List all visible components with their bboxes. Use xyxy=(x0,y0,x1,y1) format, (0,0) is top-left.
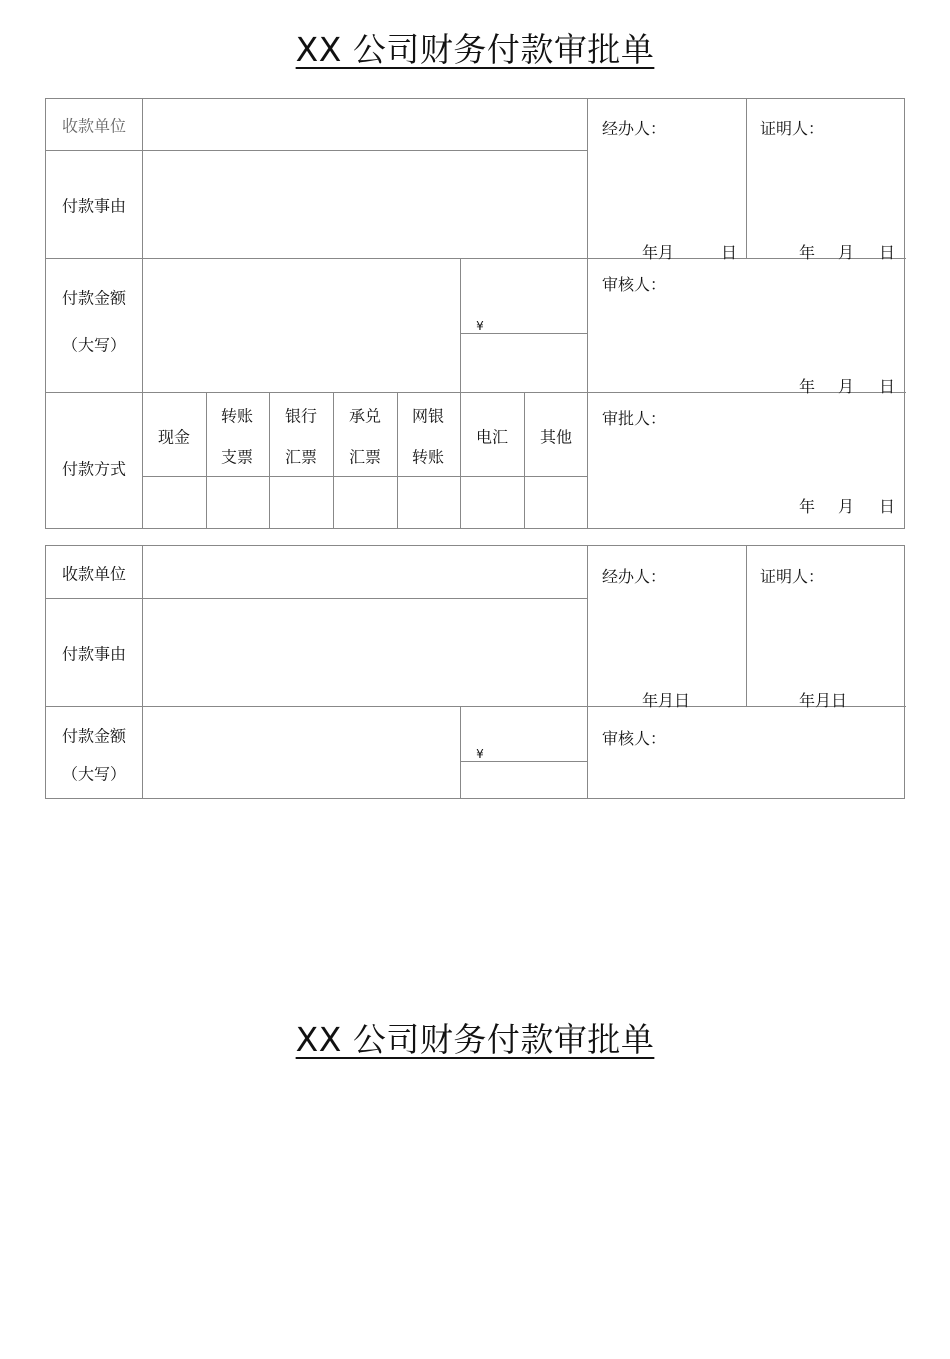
reviewer-label: 审核人： xyxy=(602,275,667,294)
handler-label: 经办人： xyxy=(602,567,667,586)
amount-label: 付款金额 xyxy=(61,288,127,308)
method-wire: 电汇 xyxy=(475,427,509,447)
payee-field[interactable] xyxy=(143,99,587,150)
method-bank-draft-2: 汇票 xyxy=(284,447,318,467)
approver-date-y: 年 xyxy=(799,497,816,516)
method-acceptance-draft-checkbox[interactable] xyxy=(334,477,397,529)
col-divider xyxy=(746,546,747,706)
payee-field[interactable] xyxy=(143,546,587,598)
method-wire-checkbox[interactable] xyxy=(461,477,524,529)
reviewer-date-d: 日 xyxy=(879,377,896,396)
method-cash: 现金 xyxy=(157,427,191,447)
method-acceptance-draft: 承兑 xyxy=(348,406,382,426)
page-title: XX 公司财务付款审批单 xyxy=(295,30,655,69)
yen-symbol: ¥ xyxy=(476,747,484,761)
reviewer-date-y: 年 xyxy=(799,377,816,396)
witness-date-d: 日 xyxy=(879,243,896,262)
amount-uppercase-field[interactable] xyxy=(143,259,460,392)
method-transfer-check: 转账 xyxy=(220,406,254,426)
method-online-transfer: 网银 xyxy=(411,406,445,426)
witness-label: 证明人： xyxy=(760,119,825,138)
approval-form-1 xyxy=(45,98,905,529)
method-cash-checkbox[interactable] xyxy=(143,477,206,529)
method-online-transfer-checkbox[interactable] xyxy=(398,477,460,529)
approver-label: 审批人： xyxy=(602,409,667,428)
reason-field[interactable] xyxy=(143,599,587,706)
col-divider xyxy=(587,99,588,529)
method-other-checkbox[interactable] xyxy=(525,477,587,529)
method-bank-draft: 银行 xyxy=(284,406,318,426)
method-bank-draft-checkbox[interactable] xyxy=(270,477,333,529)
yen-symbol: ¥ xyxy=(476,319,484,333)
witness-date: 年月日 xyxy=(799,691,848,710)
handler-date: 年月日 xyxy=(642,691,691,710)
method-online-transfer-2: 转账 xyxy=(411,447,445,467)
amount-number-field[interactable] xyxy=(461,762,587,799)
reviewer-date-m: 月 xyxy=(838,377,855,396)
witness-date-y: 年 xyxy=(799,243,816,262)
amount-uppercase-label: （大写） xyxy=(61,335,127,355)
approval-form-2 xyxy=(45,545,905,799)
payee-label: 收款单位 xyxy=(61,116,127,136)
witness-date-m: 月 xyxy=(838,243,855,262)
approver-date-m: 月 xyxy=(838,497,855,516)
handler-label: 经办人： xyxy=(602,119,667,138)
page-title-repeat: XX 公司财务付款审批单 xyxy=(295,1020,655,1059)
witness-label: 证明人： xyxy=(760,567,825,586)
method-other: 其他 xyxy=(539,427,573,447)
payee-label: 收款单位 xyxy=(61,564,127,584)
reason-field[interactable] xyxy=(143,151,587,258)
amount-label: 付款金额 xyxy=(61,726,127,746)
col-divider xyxy=(746,99,747,258)
reason-label: 付款事由 xyxy=(61,196,127,216)
handler-date-ym: 年月 xyxy=(642,243,675,262)
amount-uppercase-label: （大写） xyxy=(61,764,127,784)
method-acceptance-draft-2: 汇票 xyxy=(348,447,382,467)
col-divider xyxy=(587,546,588,799)
method-label: 付款方式 xyxy=(61,459,127,479)
amount-number-field[interactable] xyxy=(461,334,587,392)
approver-date-d: 日 xyxy=(879,497,896,516)
handler-date-d: 日 xyxy=(721,243,738,262)
method-transfer-check-2: 支票 xyxy=(220,447,254,467)
reason-label: 付款事由 xyxy=(61,644,127,664)
amount-uppercase-field[interactable] xyxy=(143,707,460,799)
method-transfer-check-checkbox[interactable] xyxy=(207,477,269,529)
row-divider xyxy=(46,392,906,393)
reviewer-label: 审核人： xyxy=(602,729,667,748)
